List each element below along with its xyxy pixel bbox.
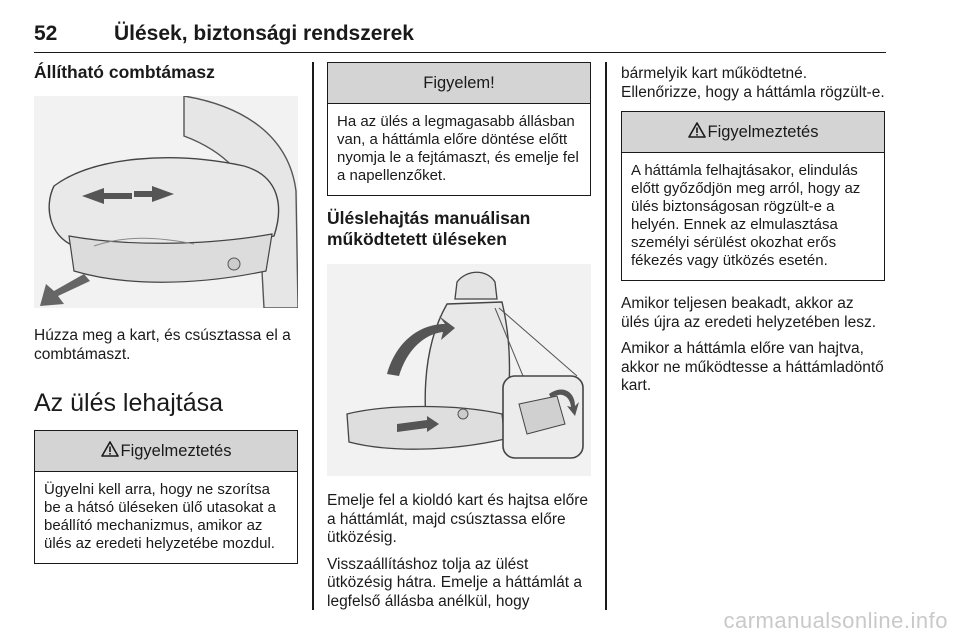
- column-3: [621, 30, 885, 396]
- warning-body: Ügyelni kell arra, hogy ne szorítsa be a hátsó üléseken ülő utasokat a beállító mechanizmus, amikor az ülés az eredeti helyzetébe mozdul.: [44, 481, 276, 552]
- warning-title-text: Figyelmeztetés: [120, 442, 232, 460]
- column-divider-2: [605, 62, 607, 610]
- column-divider-1: [312, 62, 314, 610]
- warning-triangle-icon: [101, 441, 119, 457]
- warning-box-2: [621, 111, 885, 281]
- notice-box: [327, 62, 591, 196]
- restore-continued: bármelyik kart működtetné. Ellenőrizze, hogy a háttámla rögzült-e.: [621, 65, 885, 101]
- notice-body: Ha az ülés a legmagasabb állásban van, a háttámla előre döntése előtt nyomja le a fejtámaszt, és emelje fel a napellenzőket.: [337, 113, 579, 184]
- column-1: [34, 62, 298, 564]
- page-number: 52: [34, 22, 58, 45]
- watermark: carmanualsonline.info: [723, 608, 948, 633]
- seat-fold-lever-illustration: [327, 264, 591, 476]
- column-2: [327, 62, 591, 611]
- restore-instructions: Visszaállításhoz tolja az ülést ütközésig hátra. Emelje a háttámlát a legfelső állásba anélkül, hogy: [327, 555, 583, 610]
- chapter-title: Ülések, biztonsági rendszerek: [114, 22, 414, 45]
- folded-caution: Amikor a háttámla előre van hajtva, akkor ne működtesse a háttámladöntő kart.: [621, 340, 884, 394]
- warning-box-title: [35, 431, 297, 472]
- seat-thigh-support-illustration: [34, 96, 298, 308]
- notice-title: Figyelem!: [328, 63, 590, 104]
- warning-body: A háttámla felhajtásakor, elindulás előtt győződjön meg arról, hogy az ülés biztonságosan rögzült-e a helyén. Ennek az elmulasztása személyi sérülést okozhat erős fékezés vagy ütközés esetén.: [631, 162, 861, 269]
- warning-title-text: Figyelmeztetés: [707, 123, 819, 141]
- warning-triangle-icon: [688, 122, 706, 138]
- warning-box-title: [622, 112, 884, 153]
- fold-instructions: Emelje fel a kioldó kart és hajtsa előre a háttámlát, majd csúsztassa előre ütközésig.: [327, 492, 589, 546]
- latched-info: Amikor teljesen beakadt, akkor az ülés újra az eredeti helyzetében lesz.: [621, 295, 877, 331]
- section-heading-manual-fold: Üléslehajtás manuálisan működtetett üléseken: [327, 208, 531, 249]
- section-title-fold-seat: Az ülés lehajtása: [34, 389, 224, 417]
- section-heading-thigh-support: Állítható combtámasz: [34, 62, 215, 82]
- warning-box-1: [34, 430, 298, 564]
- thigh-support-caption: Húzza meg a kart, és csúsztassa el a combtámaszt.: [34, 327, 291, 363]
